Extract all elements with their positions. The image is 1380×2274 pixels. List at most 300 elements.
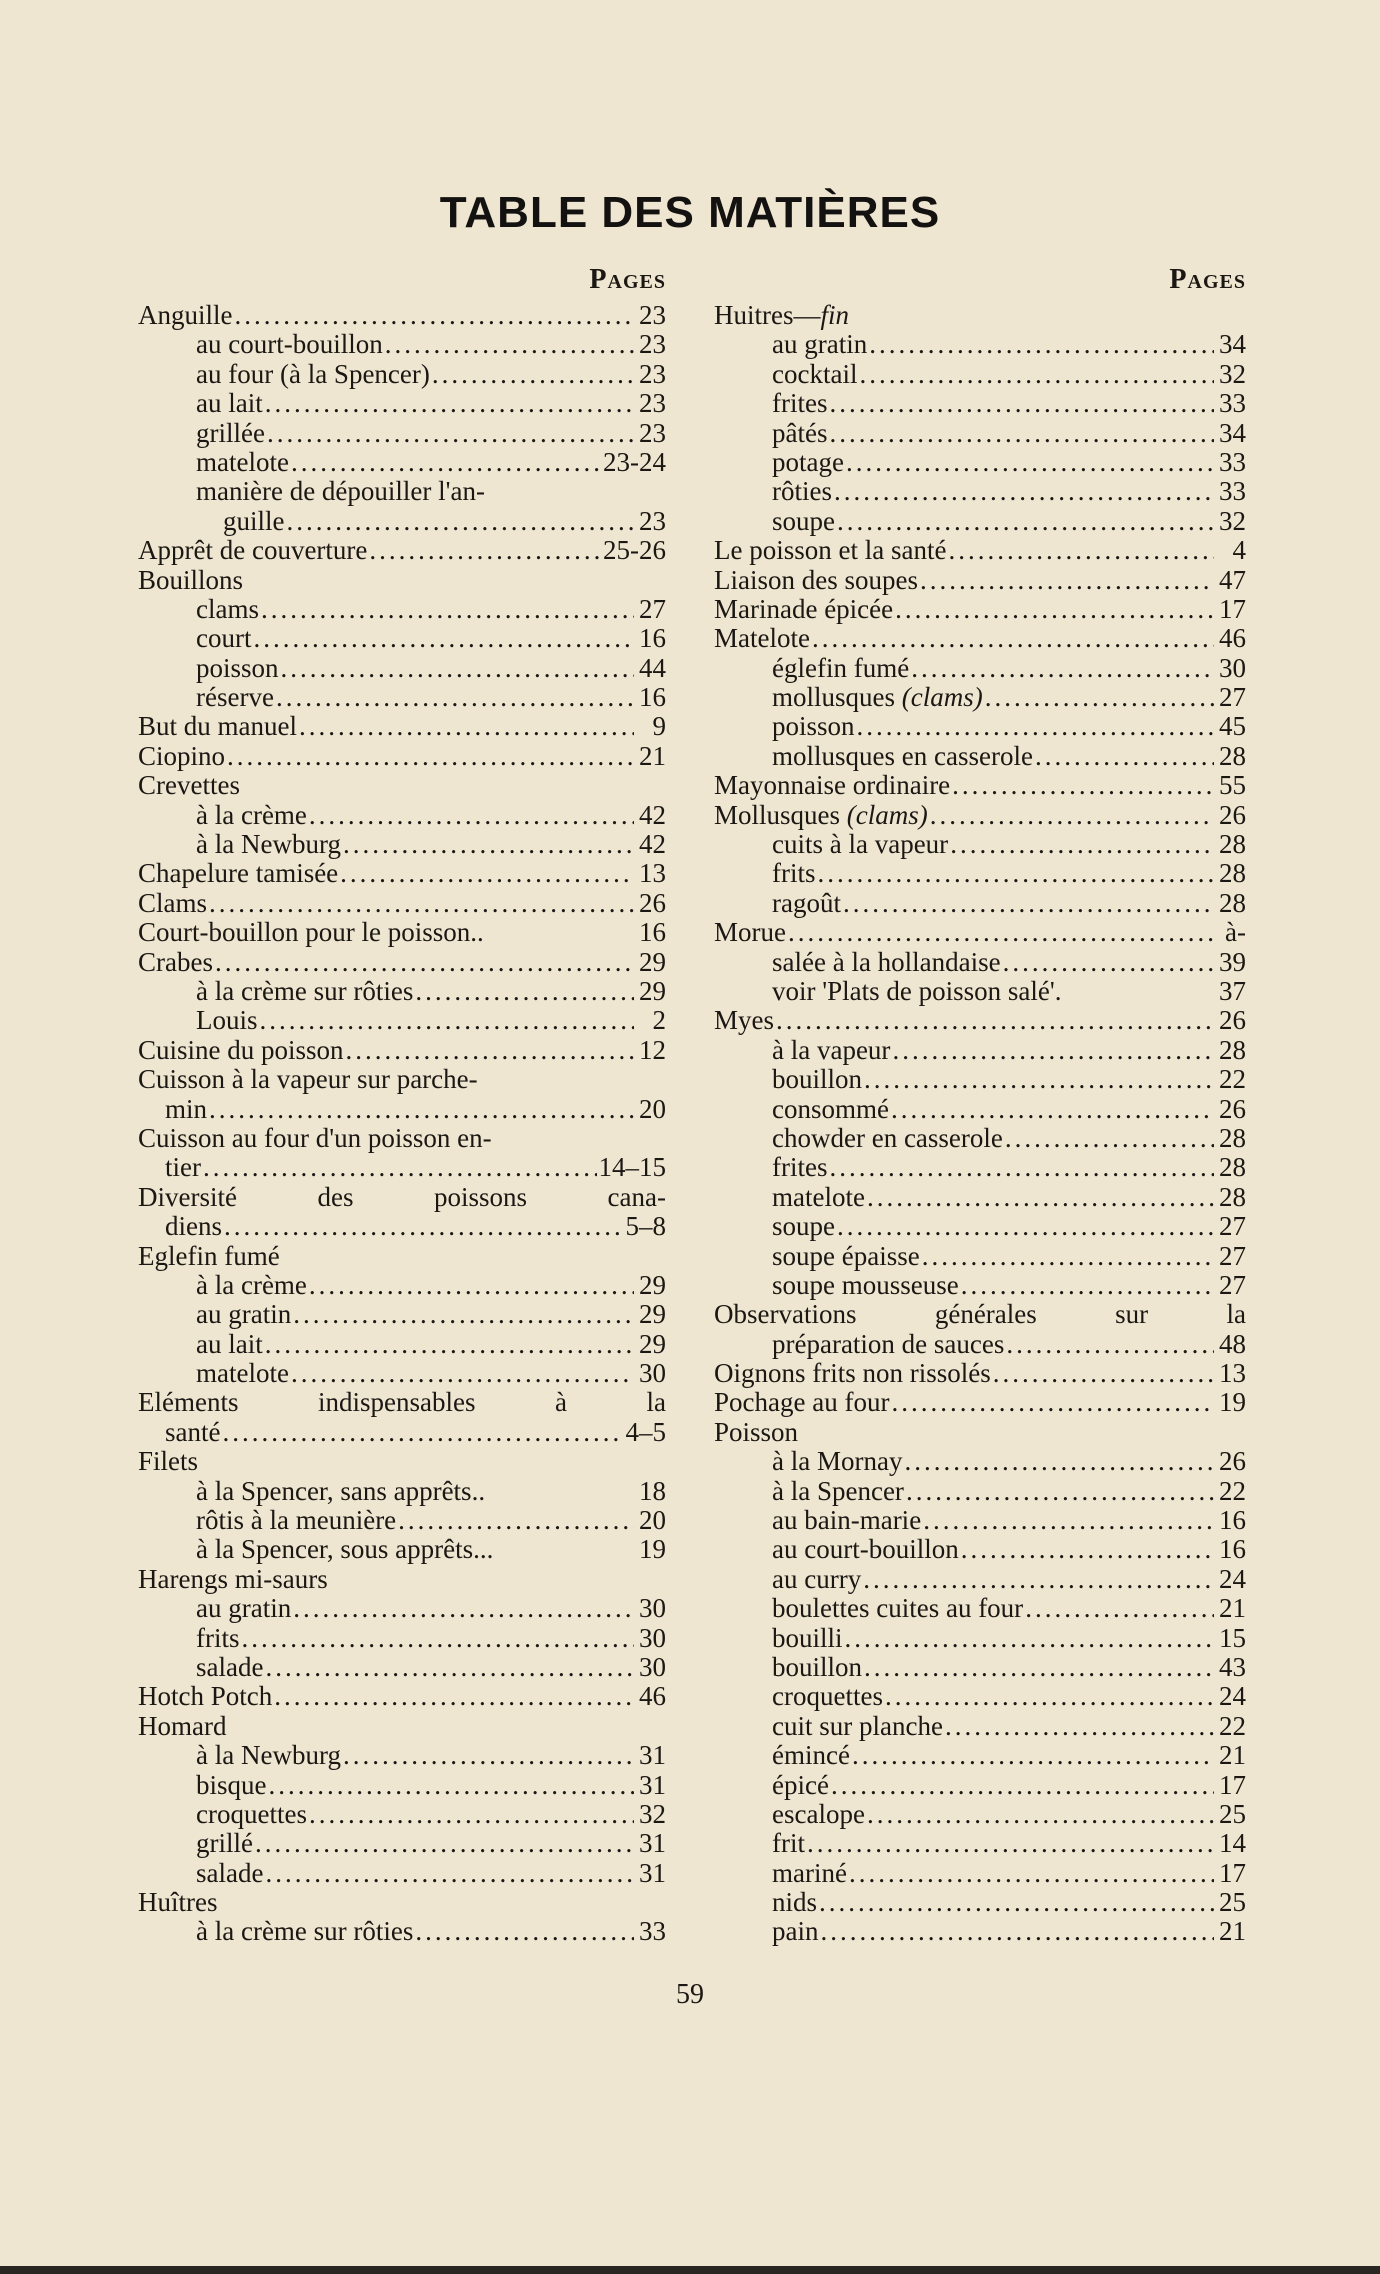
toc-entry bbox=[714, 389, 1246, 418]
entry-title: épicé bbox=[772, 1769, 829, 1800]
dot-leader bbox=[1005, 1124, 1214, 1153]
dot-leader bbox=[265, 1859, 634, 1888]
entry-page: 30 bbox=[1219, 652, 1246, 683]
toc-entry bbox=[138, 889, 666, 918]
dot-leader bbox=[952, 771, 1214, 800]
entry-title: au court-bouillon bbox=[772, 1534, 959, 1565]
dot-leader bbox=[260, 1006, 634, 1035]
toc-entry bbox=[138, 1800, 666, 1829]
dot-leader bbox=[831, 1771, 1214, 1800]
toc-entry bbox=[138, 1242, 666, 1271]
entry-page: 23 bbox=[639, 505, 666, 536]
toc-entry bbox=[138, 1153, 666, 1182]
entry-title: salade bbox=[196, 1651, 264, 1682]
toc-entry bbox=[138, 566, 666, 595]
entry-title: à la Mornay bbox=[772, 1446, 903, 1477]
toc-entry bbox=[714, 1917, 1246, 1946]
toc-entry bbox=[714, 683, 1246, 712]
entry-page: 23 bbox=[639, 329, 666, 360]
toc-entry bbox=[138, 448, 666, 477]
dot-leader bbox=[265, 1330, 634, 1359]
entry-page: 42 bbox=[639, 829, 666, 860]
dot-leader bbox=[274, 1682, 634, 1711]
dot-leader bbox=[948, 536, 1214, 565]
toc-entry bbox=[714, 889, 1246, 918]
toc-entry bbox=[138, 1829, 666, 1858]
dot-leader bbox=[985, 683, 1214, 712]
toc-entry bbox=[714, 1829, 1246, 1858]
toc-entry bbox=[714, 1682, 1246, 1711]
entry-page: 18 bbox=[639, 1475, 666, 1506]
dot-leader bbox=[281, 654, 634, 683]
entry-page: 46 bbox=[639, 1681, 666, 1712]
entry-page: 25-26 bbox=[603, 535, 666, 566]
entry-title: But du manuel bbox=[138, 711, 297, 742]
dot-leader bbox=[864, 1653, 1214, 1682]
entry-page: 55 bbox=[1219, 770, 1246, 801]
entry-page: 16 bbox=[1219, 1505, 1246, 1536]
dot-leader bbox=[265, 1653, 634, 1682]
toc-entries bbox=[714, 301, 1246, 1947]
entry-page: 33 bbox=[639, 1916, 666, 1947]
entry-title: Court-bouillon pour le poisson.. bbox=[138, 917, 484, 948]
entry-page: 16 bbox=[639, 917, 666, 948]
entry-title: pain bbox=[772, 1916, 819, 1947]
toc-entry bbox=[138, 1418, 666, 1447]
toc-entry bbox=[138, 1506, 666, 1535]
toc-entry bbox=[714, 1300, 1246, 1329]
entry-page: 26 bbox=[1219, 1005, 1246, 1036]
toc-entry bbox=[138, 1124, 666, 1153]
entry-title: au four (à la Spencer) bbox=[196, 358, 430, 389]
entry-page: 28 bbox=[1219, 740, 1246, 771]
entry-page: 28 bbox=[1219, 1122, 1246, 1153]
entry-title: au curry bbox=[772, 1563, 862, 1594]
entry-page: 29 bbox=[639, 1269, 666, 1300]
entry-page: 26 bbox=[639, 887, 666, 918]
entry-title: soupe bbox=[772, 505, 835, 536]
entry-title: Cuisine du poisson bbox=[138, 1034, 344, 1065]
toc-entry bbox=[714, 1888, 1246, 1917]
entry-page: 21 bbox=[1219, 1916, 1246, 1947]
toc-entry bbox=[138, 859, 666, 888]
dot-leader bbox=[1006, 1330, 1214, 1359]
dot-leader bbox=[309, 1800, 634, 1829]
dot-leader bbox=[843, 889, 1214, 918]
dot-leader bbox=[291, 1359, 634, 1388]
entry-title: Diversité des poissons cana- bbox=[138, 1181, 666, 1212]
entry-page: 13 bbox=[639, 858, 666, 889]
dot-leader bbox=[299, 712, 634, 741]
toc-entry bbox=[714, 1212, 1246, 1241]
entry-page: 33 bbox=[1219, 476, 1246, 507]
toc-entry bbox=[138, 771, 666, 800]
dot-leader bbox=[385, 330, 634, 359]
entry-page: 44 bbox=[639, 652, 666, 683]
dot-leader bbox=[346, 1036, 634, 1065]
toc-entry bbox=[714, 624, 1246, 653]
entry-page: 27 bbox=[1219, 682, 1246, 713]
toc-entry bbox=[714, 1741, 1246, 1770]
dot-leader bbox=[834, 477, 1214, 506]
toc-entry bbox=[138, 1065, 666, 1094]
dot-leader bbox=[1003, 948, 1214, 977]
entry-title: Matelote bbox=[714, 623, 810, 654]
entry-title: tier bbox=[138, 1152, 201, 1183]
entry-title: Clams bbox=[138, 887, 208, 918]
dot-leader bbox=[203, 1153, 597, 1182]
entry-page: 31 bbox=[639, 1769, 666, 1800]
entry-title: Filets bbox=[138, 1446, 199, 1477]
entry-title: Huitres—fin bbox=[714, 300, 849, 330]
toc-entry bbox=[714, 859, 1246, 888]
entry-title: à la Spencer bbox=[772, 1475, 904, 1506]
entry-title: grillée bbox=[196, 417, 265, 448]
entry-page: 48 bbox=[1219, 1328, 1246, 1359]
entry-page: 22 bbox=[1219, 1064, 1246, 1095]
entry-title: au lait bbox=[196, 388, 263, 419]
toc-entry bbox=[138, 536, 666, 565]
entry-title: consommé bbox=[772, 1093, 889, 1124]
entry-title: préparation de sauces bbox=[772, 1328, 1005, 1359]
page-title: TABLE DES MATIÈRES bbox=[439, 188, 941, 237]
entry-title: croquettes bbox=[772, 1681, 883, 1712]
toc-entry bbox=[714, 1006, 1246, 1035]
dot-leader bbox=[235, 301, 635, 330]
toc-entry bbox=[138, 683, 666, 712]
toc-entry bbox=[138, 1006, 666, 1035]
entry-title: voir 'Plats de poisson salé'. bbox=[772, 975, 1062, 1006]
toc-entry bbox=[714, 301, 1246, 330]
toc-entry bbox=[714, 771, 1246, 800]
entry-page: 25 bbox=[1219, 1887, 1246, 1918]
toc-entry bbox=[714, 1594, 1246, 1623]
toc-entry bbox=[714, 477, 1246, 506]
toc-entry bbox=[138, 360, 666, 389]
dot-leader bbox=[945, 1712, 1214, 1741]
dot-leader bbox=[293, 1594, 634, 1623]
toc-entry bbox=[138, 1271, 666, 1300]
dot-leader bbox=[415, 977, 634, 1006]
entry-title: réserve bbox=[196, 682, 274, 713]
entry-page: 16 bbox=[1219, 1534, 1246, 1565]
entry-page: 29 bbox=[639, 975, 666, 1006]
entry-page: 22 bbox=[1219, 1475, 1246, 1506]
page-number: 59 bbox=[676, 1979, 704, 2010]
dot-leader bbox=[829, 1153, 1214, 1182]
entry-page: 31 bbox=[639, 1740, 666, 1771]
toc-entry bbox=[714, 536, 1246, 565]
toc-entry bbox=[138, 1624, 666, 1653]
entry-title: matelote bbox=[196, 1358, 289, 1389]
dot-leader bbox=[253, 624, 634, 653]
entry-title: soupe mousseuse bbox=[772, 1269, 959, 1300]
entry-title: Le poisson et la santé bbox=[714, 535, 947, 566]
pages-header: Pages bbox=[1169, 264, 1246, 295]
entry-title: à la crème bbox=[196, 799, 307, 830]
entry-page: 19 bbox=[639, 1534, 666, 1565]
toc-entry bbox=[714, 1242, 1246, 1271]
toc-entry bbox=[138, 330, 666, 359]
entry-page: 5–8 bbox=[625, 1211, 666, 1242]
entry-title: Huîtres bbox=[138, 1887, 218, 1918]
dot-leader bbox=[961, 1535, 1214, 1564]
entry-title: frits bbox=[196, 1622, 240, 1653]
entry-title: cocktail bbox=[772, 358, 858, 389]
entry-page: 30 bbox=[639, 1593, 666, 1624]
toc-entry bbox=[138, 1917, 666, 1946]
toc-entries bbox=[138, 301, 666, 1947]
toc-entry bbox=[714, 1065, 1246, 1094]
entry-page: 22 bbox=[1219, 1710, 1246, 1741]
toc-entry bbox=[714, 1271, 1246, 1300]
entry-title: à la Spencer, sans apprêts.. bbox=[196, 1475, 486, 1506]
toc-entry bbox=[138, 477, 666, 506]
dot-leader bbox=[788, 918, 1214, 947]
toc-entry bbox=[138, 1036, 666, 1065]
toc-entry bbox=[138, 654, 666, 683]
toc-entry bbox=[138, 624, 666, 653]
entry-title: Cuisson à la vapeur sur parche- bbox=[138, 1064, 478, 1095]
toc-entry bbox=[138, 1859, 666, 1888]
entry-title: à la crème bbox=[196, 1269, 307, 1300]
dot-leader bbox=[845, 1624, 1214, 1653]
toc-entry bbox=[138, 1653, 666, 1682]
page-edge bbox=[0, 2266, 1380, 2274]
toc-entry bbox=[714, 1506, 1246, 1535]
dot-leader bbox=[849, 1859, 1214, 1888]
toc-entry bbox=[714, 566, 1246, 595]
toc-entry bbox=[714, 654, 1246, 683]
entry-page: 23 bbox=[639, 358, 666, 389]
entry-page: 17 bbox=[1219, 1769, 1246, 1800]
entry-page: 21 bbox=[639, 740, 666, 771]
entry-page: 17 bbox=[1219, 1857, 1246, 1888]
entry-title: mariné bbox=[772, 1857, 847, 1888]
toc-entry bbox=[714, 1653, 1246, 1682]
toc-entry bbox=[138, 1594, 666, 1623]
toc-entry bbox=[138, 1330, 666, 1359]
dot-leader bbox=[343, 830, 634, 859]
entry-page: 13 bbox=[1219, 1358, 1246, 1389]
entry-page: 29 bbox=[639, 946, 666, 977]
dot-leader bbox=[369, 536, 601, 565]
entry-title: matelote bbox=[196, 446, 289, 477]
toc-entry bbox=[138, 1682, 666, 1711]
toc-entry bbox=[138, 1183, 666, 1212]
dot-leader bbox=[432, 360, 634, 389]
entry-page: à- bbox=[1225, 917, 1246, 948]
entry-title: croquettes bbox=[196, 1798, 307, 1829]
dot-leader bbox=[340, 859, 634, 888]
entry-title: santé bbox=[138, 1416, 221, 1447]
toc-entry bbox=[714, 1330, 1246, 1359]
entry-page: 23 bbox=[639, 417, 666, 448]
dot-leader bbox=[1035, 742, 1214, 771]
dot-leader bbox=[993, 1359, 1214, 1388]
entry-page: 31 bbox=[639, 1857, 666, 1888]
dot-leader bbox=[892, 1036, 1214, 1065]
toc-entry bbox=[714, 1771, 1246, 1800]
dot-leader bbox=[309, 1271, 634, 1300]
dot-leader bbox=[906, 1477, 1214, 1506]
entry-page: 28 bbox=[1219, 887, 1246, 918]
dot-leader bbox=[215, 948, 634, 977]
toc-entry bbox=[138, 1447, 666, 1476]
entry-page: 28 bbox=[1219, 1034, 1246, 1065]
entry-title: mollusques en casserole bbox=[772, 740, 1033, 771]
entry-title: frit bbox=[772, 1828, 805, 1859]
entry-title: bouillon bbox=[772, 1064, 863, 1095]
entry-title: Crabes bbox=[138, 946, 213, 977]
dot-leader bbox=[821, 1917, 1215, 1946]
entry-page: 28 bbox=[1219, 1181, 1246, 1212]
dot-leader bbox=[930, 801, 1214, 830]
toc-entry bbox=[714, 1535, 1246, 1564]
dot-leader bbox=[287, 507, 635, 536]
entry-title: mollusques (clams) bbox=[772, 682, 983, 713]
toc-entry bbox=[714, 1036, 1246, 1065]
entry-title: soupe bbox=[772, 1211, 835, 1242]
toc-entry bbox=[714, 1095, 1246, 1124]
toc-entry bbox=[138, 742, 666, 771]
dot-leader bbox=[255, 1829, 634, 1858]
entry-page: 26 bbox=[1219, 1093, 1246, 1124]
entry-page: 31 bbox=[639, 1828, 666, 1859]
toc-entry bbox=[714, 1153, 1246, 1182]
entry-title: à la vapeur bbox=[772, 1034, 891, 1065]
entry-page: 33 bbox=[1219, 388, 1246, 419]
entry-page: 47 bbox=[1219, 564, 1246, 595]
entry-title: Poisson bbox=[714, 1416, 799, 1447]
entry-page: 14–15 bbox=[598, 1152, 666, 1183]
dot-leader bbox=[867, 1183, 1214, 1212]
entry-page: 45 bbox=[1219, 711, 1246, 742]
toc-entry bbox=[138, 595, 666, 624]
toc-entry bbox=[138, 389, 666, 418]
dot-leader bbox=[922, 1242, 1214, 1271]
entry-title: frites bbox=[772, 1152, 828, 1183]
dot-leader bbox=[776, 1006, 1214, 1035]
entry-page: 32 bbox=[1219, 505, 1246, 536]
toc-entry bbox=[138, 801, 666, 830]
entry-page: 24 bbox=[1219, 1563, 1246, 1594]
entry-title: min bbox=[138, 1093, 208, 1124]
dot-leader bbox=[293, 1300, 634, 1329]
toc-entry bbox=[138, 419, 666, 448]
entry-title: guille bbox=[196, 505, 285, 536]
dot-leader bbox=[227, 742, 634, 771]
toc-entry bbox=[714, 1859, 1246, 1888]
toc-entry bbox=[714, 448, 1246, 477]
toc-entry bbox=[714, 1565, 1246, 1594]
dot-leader bbox=[891, 1095, 1214, 1124]
toc-entry bbox=[138, 1300, 666, 1329]
entry-page: 27 bbox=[1219, 1211, 1246, 1242]
entry-title: Oignons frits non rissolés bbox=[714, 1358, 991, 1389]
dot-leader bbox=[837, 1212, 1214, 1241]
entry-title: bouilli bbox=[772, 1622, 843, 1653]
entry-page: 2 bbox=[652, 1005, 666, 1036]
entry-page: 42 bbox=[639, 799, 666, 830]
entry-title: à la Newburg bbox=[196, 829, 341, 860]
entry-title: frits bbox=[772, 858, 816, 889]
entry-title: Hotch Potch bbox=[138, 1681, 273, 1712]
entry-title: au gratin bbox=[196, 1593, 292, 1624]
dot-leader bbox=[920, 566, 1214, 595]
entry-page: 14 bbox=[1219, 1828, 1246, 1859]
dot-leader bbox=[829, 419, 1214, 448]
entry-page: 21 bbox=[1219, 1593, 1246, 1624]
entry-title: diens bbox=[138, 1211, 222, 1242]
entry-title: émincé bbox=[772, 1740, 850, 1771]
dot-leader bbox=[415, 1917, 634, 1946]
dot-leader bbox=[818, 859, 1215, 888]
toc-entry bbox=[714, 1183, 1246, 1212]
toc-entry bbox=[138, 830, 666, 859]
entry-page: 15 bbox=[1219, 1622, 1246, 1653]
entry-page: 4–5 bbox=[625, 1416, 666, 1447]
toc-entry bbox=[714, 712, 1246, 741]
entry-page: 30 bbox=[639, 1651, 666, 1682]
entry-title: Homard bbox=[138, 1710, 227, 1741]
entry-page: 29 bbox=[639, 1299, 666, 1330]
entry-title: au bain-marie bbox=[772, 1505, 922, 1536]
dot-leader bbox=[807, 1829, 1214, 1858]
entry-title: au gratin bbox=[196, 1299, 292, 1330]
toc-entry bbox=[714, 1477, 1246, 1506]
toc-entry bbox=[138, 1535, 666, 1564]
entry-title: nids bbox=[772, 1887, 818, 1918]
entry-page: 23 bbox=[639, 388, 666, 419]
entry-page: 23 bbox=[639, 300, 666, 330]
entry-title: salade bbox=[196, 1857, 264, 1888]
entry-title: Anguille bbox=[138, 300, 233, 330]
toc-entry bbox=[714, 330, 1246, 359]
entry-title: poisson bbox=[196, 652, 279, 683]
entry-title: matelote bbox=[772, 1181, 865, 1212]
entry-page: 24 bbox=[1219, 1681, 1246, 1712]
dot-leader bbox=[911, 654, 1214, 683]
entry-page: 46 bbox=[1219, 623, 1246, 654]
entry-page: 23-24 bbox=[603, 446, 666, 477]
toc-entry bbox=[138, 1388, 666, 1417]
entry-title: poisson bbox=[772, 711, 855, 742]
entry-title: Marinade épicée bbox=[714, 593, 894, 624]
dot-leader bbox=[869, 330, 1214, 359]
entry-page: 16 bbox=[639, 623, 666, 654]
toc-entry bbox=[138, 301, 666, 330]
toc-entry bbox=[714, 1388, 1246, 1417]
dot-leader bbox=[209, 1095, 634, 1124]
toc-entry bbox=[138, 1212, 666, 1241]
dot-leader bbox=[291, 448, 601, 477]
entry-page: 33 bbox=[1219, 446, 1246, 477]
toc-entry bbox=[714, 419, 1246, 448]
toc-entry bbox=[714, 1800, 1246, 1829]
entry-page: 16 bbox=[639, 682, 666, 713]
entry-title: au gratin bbox=[772, 329, 868, 360]
toc-entry bbox=[714, 742, 1246, 771]
entry-title: Cuisson au four d'un poisson en- bbox=[138, 1122, 492, 1153]
entry-title: soupe épaisse bbox=[772, 1240, 920, 1271]
dot-leader bbox=[261, 595, 634, 624]
dot-leader bbox=[923, 1506, 1214, 1535]
toc-entry bbox=[714, 595, 1246, 624]
toc-entry bbox=[714, 1447, 1246, 1476]
entry-title: pâtés bbox=[772, 417, 828, 448]
entry-page: 34 bbox=[1219, 329, 1246, 360]
